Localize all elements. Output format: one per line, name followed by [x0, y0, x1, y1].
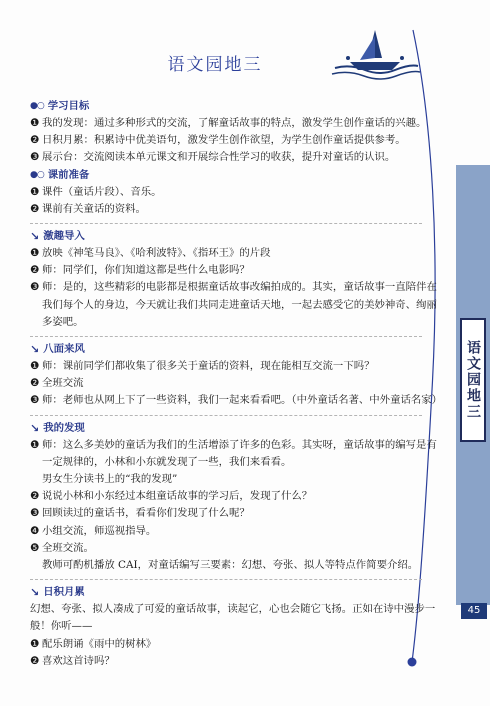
text-line	[30, 279, 440, 296]
arrow-icon: ↘	[30, 421, 40, 435]
item-number: ❷	[30, 490, 40, 503]
line-text: 全班交流	[42, 377, 84, 390]
line-text: 日积月累：积累诗中优美语句，激发学生创作欲望，为学生创作童话提供参考。	[42, 134, 406, 147]
line-text: 我的发现：通过多种形式的交流，了解童话故事的特点，激发学生创作童话的兴趣。	[42, 117, 427, 129]
text-line	[30, 540, 440, 557]
line-text: 教师可酌机播放 CAI，对童话编写三要素：幻想、夸张、拟人等特点作简要介绍。	[42, 559, 419, 572]
line-text: 幻想、夸张、拟人凑成了可爱的童话故事，读起它，心也会随它飞扬。正如在诗中漫步一	[30, 603, 436, 616]
text-line	[30, 245, 440, 262]
line-text: 多姿吧。	[42, 315, 84, 328]
section-divider	[30, 415, 422, 416]
line-text: 师：老师也从网上下了一些资料，我们一起来看看吧。（中外童话名著、中外童话名家）	[42, 394, 443, 407]
item-number: ❸	[30, 281, 40, 294]
item-number: ❷	[30, 202, 40, 215]
item-number: ❸	[30, 394, 40, 407]
section-heading-text: 激趣导入	[43, 229, 85, 242]
line-text: 般！你听——	[30, 620, 93, 633]
section-heading	[30, 98, 440, 115]
section-heading	[30, 167, 440, 184]
section	[30, 584, 440, 670]
item-number: ❶	[30, 185, 40, 198]
line-text: 展示台：交流阅读本单元课文和开展综合性学习的收获，提升对童话的认识。	[42, 151, 396, 164]
bullet-icon: ●○	[30, 100, 44, 111]
text-line	[30, 437, 440, 454]
section-heading	[30, 584, 440, 601]
text-line	[30, 488, 440, 505]
section-divider	[30, 336, 422, 337]
text-line	[30, 132, 440, 149]
item-number: ❶	[30, 438, 40, 451]
line-text: 师：课前同学们都收集了很多关于童话的资料，现在能相互交流一下吗？	[42, 360, 375, 373]
line-text: 师：这么多美妙的童话为我们的生活增添了许多的色彩。其实呀，童话故事的编写是有	[42, 438, 437, 451]
text-line	[30, 601, 440, 618]
section-heading-text: 八面来风	[43, 342, 85, 355]
arrow-icon: ↘	[30, 342, 40, 356]
text-line	[30, 557, 440, 574]
section	[30, 341, 443, 410]
item-number: ❶	[30, 360, 40, 373]
section-heading-text: 课前准备	[47, 168, 90, 181]
section-heading	[30, 420, 440, 437]
line-text: 喜欢这首诗吗？	[42, 654, 115, 667]
item-number: ❷	[30, 377, 40, 390]
section-heading	[30, 228, 440, 245]
line-text: 课前有关童话的资料。	[42, 202, 146, 215]
line-text: 回顾读过的童话书，看看你们发现了什么呢？	[42, 507, 250, 520]
section	[30, 228, 440, 331]
section	[30, 420, 440, 575]
line-text: 配乐朗诵《雨中的树林》	[42, 637, 157, 650]
section-divider	[30, 579, 422, 580]
item-number: ❸	[30, 151, 40, 164]
content-area	[30, 98, 443, 670]
text-line	[30, 115, 440, 132]
item-number: ❶	[30, 117, 40, 129]
text-line	[30, 184, 440, 201]
section-heading-text: 我的发现	[43, 421, 85, 434]
text-line	[30, 505, 440, 522]
bullet-icon: ●○	[30, 169, 44, 180]
ship-logo-icon	[330, 28, 420, 83]
line-text: 一定规律的，小林和小东就发现了一些，我们来看看。	[42, 455, 292, 468]
line-text: 我们每个人的身边，今天就让我们共同走进童话天地，一起去感受它的美妙神奇、绚丽	[42, 298, 437, 311]
page-title: 语文园地三	[167, 55, 263, 75]
item-number: ❷	[30, 264, 40, 277]
line-text: 课件（童话片段）、音乐。	[42, 185, 162, 198]
item-number: ❶	[30, 637, 40, 650]
line-text: 说说小林和小东经过本组童话故事的学习后，发现了什么？	[42, 490, 313, 503]
item-number: ❹	[30, 524, 40, 537]
line-text: 全班交流。	[42, 541, 94, 554]
text-line	[30, 297, 440, 314]
arrow-icon: ↘	[30, 586, 40, 600]
text-line	[30, 523, 440, 540]
side-label-box	[460, 318, 486, 442]
text-line	[30, 262, 440, 279]
item-number: ❶	[30, 247, 40, 260]
page-number: 45	[461, 603, 487, 619]
item-number: ❸	[30, 507, 40, 520]
text-line	[30, 314, 440, 331]
text-line	[30, 201, 440, 218]
section-heading-text: 日积月累	[43, 586, 85, 599]
text-line	[30, 454, 440, 471]
text-line	[30, 636, 440, 653]
text-line	[30, 358, 440, 375]
item-number: ❷	[30, 134, 40, 147]
text-line	[30, 149, 440, 166]
item-number: ❺	[30, 541, 40, 554]
line-text: 师：是的，这些精彩的电影都是根据童话故事改编拍成的。其实，童话故事一直陪伴在	[42, 281, 437, 294]
section-heading-text: 学习目标	[47, 99, 90, 112]
section	[30, 98, 440, 167]
section	[30, 167, 440, 218]
text-line	[30, 375, 440, 392]
text-line	[30, 471, 440, 488]
text-line	[30, 618, 440, 635]
line-text: 师：同学们，你们知道这都是些什么电影吗？	[42, 264, 250, 277]
section-heading	[30, 341, 440, 358]
line-text: 放映《神笔马良》、《哈利波特》、《指环王》的片段	[42, 247, 271, 260]
text-line	[30, 653, 440, 670]
line-text: 小组交流，师巡视指导。	[42, 524, 157, 537]
side-label-text: 语文园地三	[465, 340, 481, 420]
text-line	[30, 392, 443, 409]
line-text: 男女生分读书上的“我的发现”	[42, 473, 178, 486]
item-number: ❷	[30, 654, 40, 667]
section-divider	[30, 223, 422, 224]
arrow-icon: ↘	[30, 229, 40, 243]
